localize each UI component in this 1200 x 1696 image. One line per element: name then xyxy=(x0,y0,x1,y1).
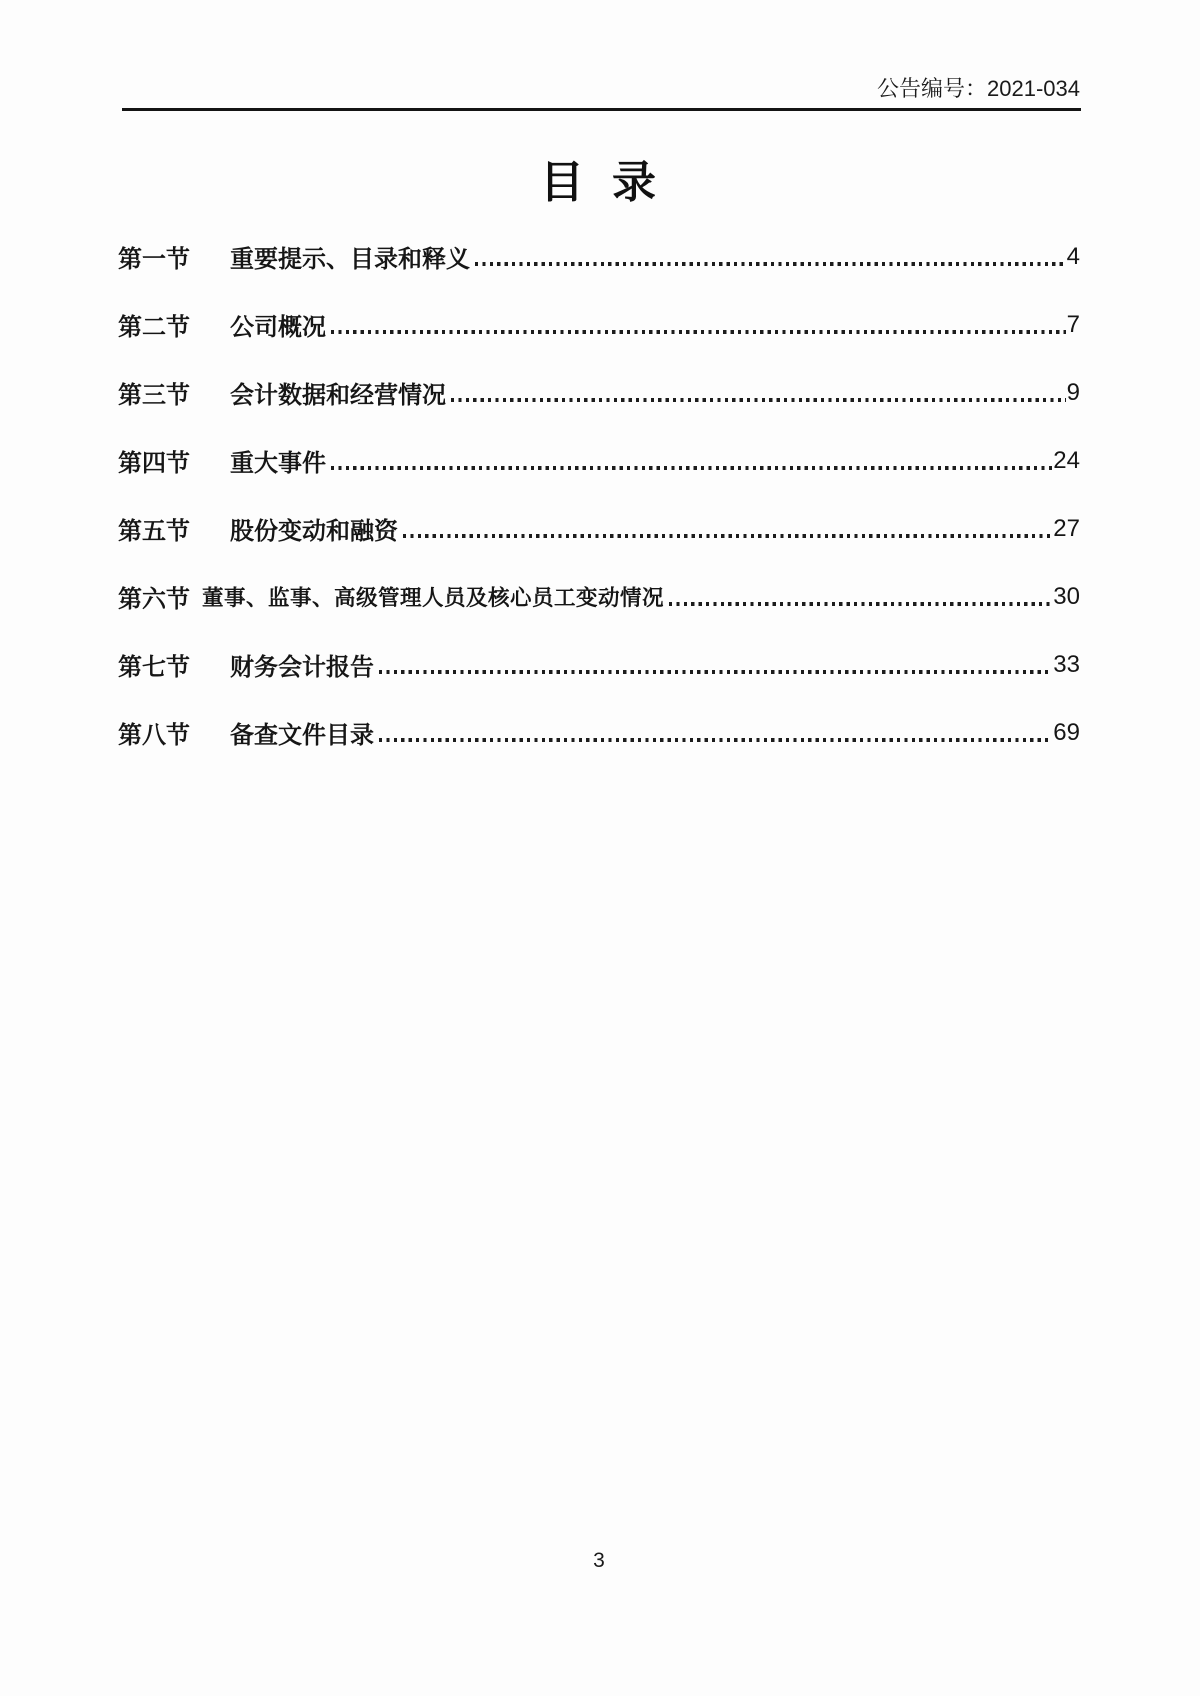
entry-page-number: 30 xyxy=(1053,583,1080,610)
entry-page-number: 27 xyxy=(1053,515,1080,542)
announcement-number: 公告编号：2021-034 xyxy=(877,76,1080,101)
entry-page-number: 33 xyxy=(1053,651,1080,678)
entry-title: 重大事件 xyxy=(230,450,326,477)
entry-page-number: 24 xyxy=(1053,447,1080,474)
toc-entry[interactable] xyxy=(118,426,1080,494)
table-of-contents xyxy=(118,222,1080,766)
dot-leader xyxy=(379,670,1052,673)
dot-leader xyxy=(379,738,1052,741)
section-label: 第八节 xyxy=(118,722,190,749)
entry-page-number: 4 xyxy=(1066,243,1080,270)
entry-page-number: 69 xyxy=(1053,719,1080,746)
entry-title: 会计数据和经营情况 xyxy=(230,382,446,409)
entry-title: 财务会计报告 xyxy=(230,654,374,681)
entry-title: 重要提示、目录和释义 xyxy=(230,246,470,273)
dot-leader xyxy=(475,262,1066,265)
dot-leader xyxy=(403,534,1052,537)
section-label: 第五节 xyxy=(118,518,190,545)
entry-title: 备查文件目录 xyxy=(230,722,374,749)
header-divider xyxy=(122,108,1081,111)
section-label: 第三节 xyxy=(118,382,190,409)
toc-entry[interactable] xyxy=(118,290,1080,358)
toc-entry[interactable] xyxy=(118,698,1080,766)
toc-entry[interactable] xyxy=(118,358,1080,426)
entry-title: 董事、监事、高级管理人员及核心员工变动情况 xyxy=(202,585,665,610)
dot-leader xyxy=(451,398,1066,401)
entry-page-number: 9 xyxy=(1066,379,1080,406)
toc-entry[interactable] xyxy=(118,562,1080,630)
dot-leader xyxy=(669,602,1052,605)
entry-page-number: 7 xyxy=(1066,311,1080,338)
toc-entry[interactable] xyxy=(118,494,1080,562)
section-label: 第六节 xyxy=(118,586,190,613)
toc-entry[interactable] xyxy=(118,222,1080,290)
toc-entry[interactable] xyxy=(118,630,1080,698)
page-title: 目 录 xyxy=(540,158,658,207)
footer-page-number: 3 xyxy=(593,1549,605,1572)
section-label: 第一节 xyxy=(118,246,190,273)
section-label: 第四节 xyxy=(118,450,190,477)
entry-title: 公司概况 xyxy=(230,314,326,341)
section-label: 第七节 xyxy=(118,654,190,681)
section-label: 第二节 xyxy=(118,314,190,341)
dot-leader xyxy=(331,330,1066,333)
dot-leader xyxy=(331,466,1052,469)
entry-title: 股份变动和融资 xyxy=(230,518,398,545)
